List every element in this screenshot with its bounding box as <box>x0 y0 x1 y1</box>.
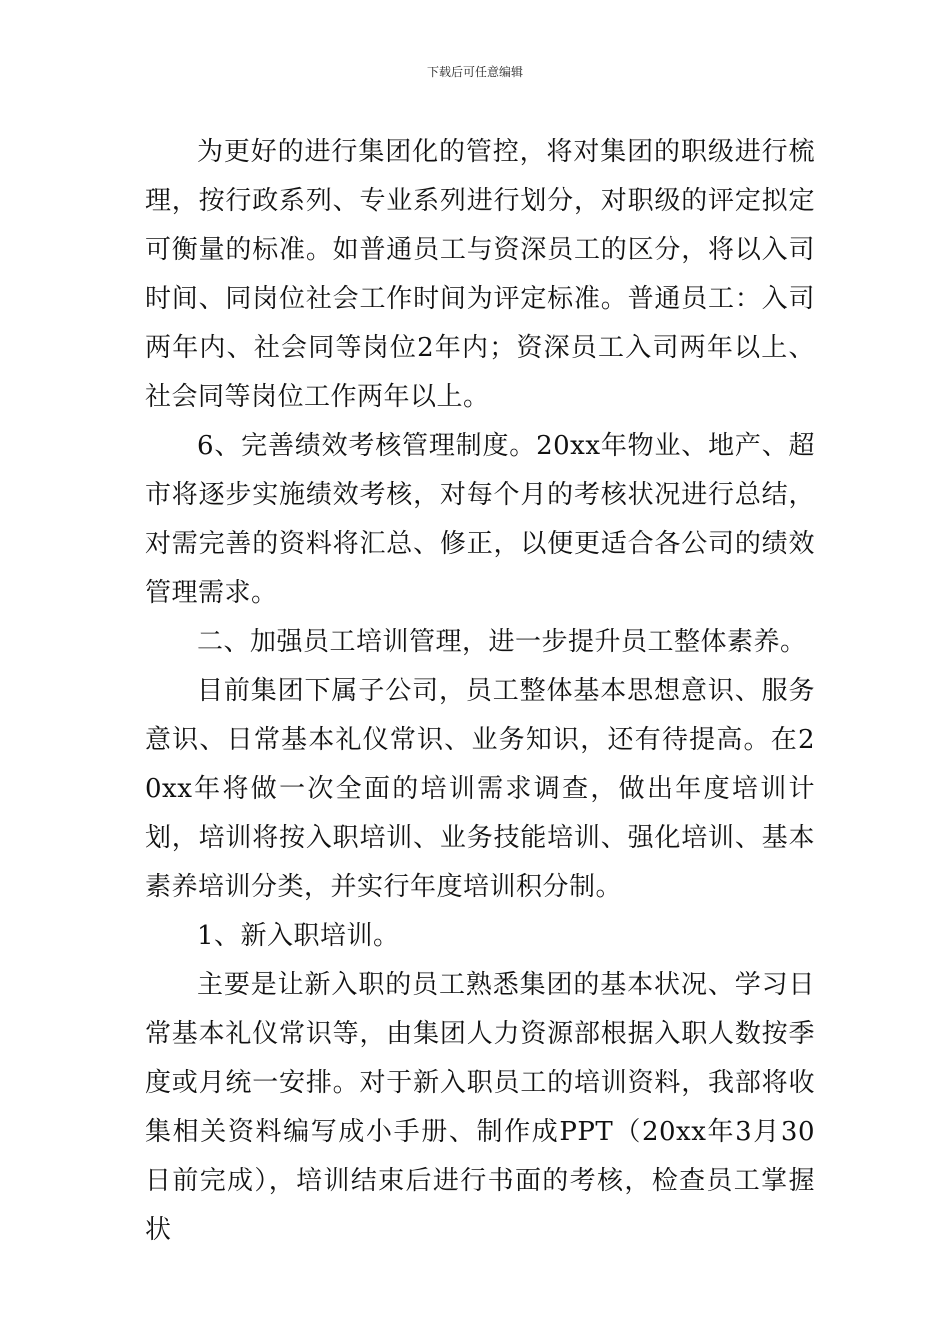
paragraph-new-hire-heading: 1、新入职培训。 <box>197 921 400 951</box>
paragraph-training-overview: 目前集团下属子公司，员工整体基本思想意识、服务意识、日常基本礼仪常识、业务知识，还有待提高。在20xx年将做一次全面的培训需求调查，做出年度培训计划，培训将按入职培训、业务技能培训、强化培训、基本素养培训分类，并实行年度培训积分制。 <box>145 676 815 902</box>
paragraph-performance: 6、完善绩效考核管理制度。20xx年物业、地产、超市将逐步实施绩效考核，对每个月的考核状况进行总结，对需完善的资料将汇总、修正，以便更适合各公司的绩效管理需求。 <box>145 431 815 608</box>
document-body <box>145 128 815 1255</box>
paragraph-section-heading: 二、加强员工培训管理，进一步提升员工整体素养。 <box>197 627 807 657</box>
page-header: 下载后可任意编辑 <box>426 65 523 79</box>
paragraph-job-levels: 为更好的进行集团化的管控，将对集团的职级进行梳理，按行政系列、专业系列进行划分，对职级的评定拟定可衡量的标准。如普通员工与资深员工的区分，将以入司时间、同岗位社会工作时间为评定标准。普通员工：入司两年内、社会同等岗位2年内；资深员工入司两年以上、社会同等岗位工作两年以上。 <box>145 137 815 412</box>
paragraph-new-hire-detail: 主要是让新入职的员工熟悉集团的基本状况、学习日常基本礼仪常识等，由集团人力资源部根据入职人数按季度或月统一安排。对于新入职员工的培训资料，我部将收集相关资料编写成小手册、制作成PPT（20xx年3月30日前完成），培训结束后进行书面的考核，检查员工掌握状 <box>145 970 815 1245</box>
